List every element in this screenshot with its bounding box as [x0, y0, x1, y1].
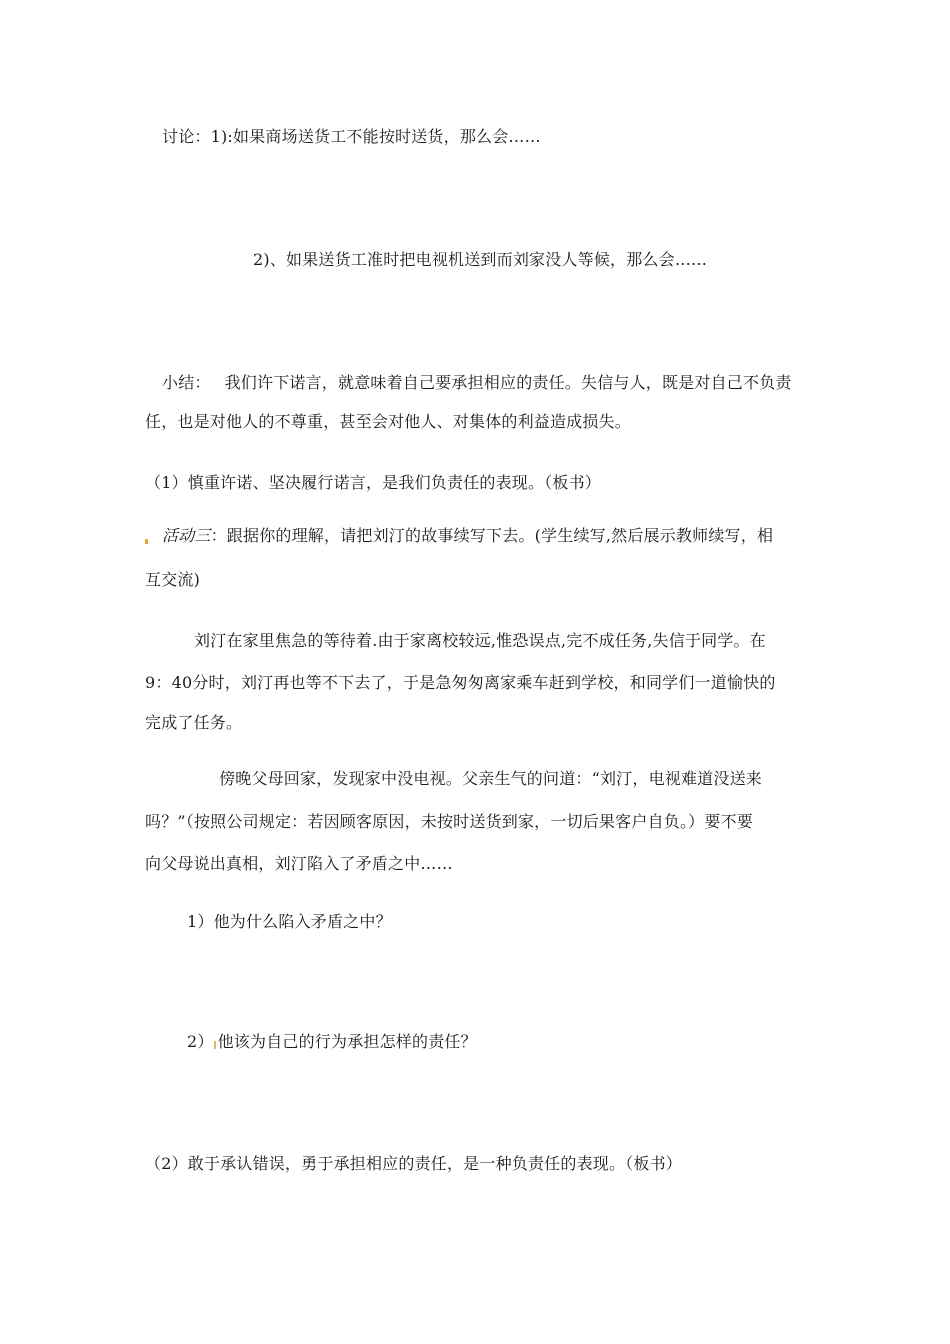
point-2-heading: （2）敢于承认错误，勇于承担相应的责任，是一种负责任的表现。（板书） — [145, 1154, 682, 1173]
activity-3-text: ：跟据你的理解，请把刘汀的故事续写下去。(学生续写,然后展示教师续写，相 — [210, 526, 774, 545]
activity-3-label: 活动三 — [162, 526, 211, 545]
story-paragraph-2-line-3: 向父母说出真相，刘汀陷入了矛盾之中…… — [145, 854, 453, 873]
discussion-question-2: 2)、如果送货工准时把电视机送到而刘家没人等候，那么会…… — [253, 250, 708, 269]
activity-3-line-2: 互交流) — [145, 570, 201, 589]
bullet-marker — [145, 539, 148, 544]
summary-line-2: 任，也是对他人的不尊重，甚至会对他人、对集体的利益造成损失。 — [145, 412, 632, 431]
point-1-heading: （1）慎重许诺、坚决履行诺言，是我们负责任的表现。（板书） — [145, 473, 601, 492]
story-paragraph-1-line-2: 9：40分时，刘汀再也等不下去了，于是急匆匆离家乘车赶到学校，和同学们一道愉快的 — [145, 673, 776, 692]
story-paragraph-1-line-3: 完成了任务。 — [145, 713, 243, 732]
story-paragraph-2-line-2: 吗？”（按照公司规定：若因顾客原因，未按时送货到家，一切后果客户自负。）要不要 — [145, 812, 753, 831]
reflection-question-2 — [187, 1032, 477, 1052]
summary-line-1 — [162, 373, 792, 393]
story-paragraph-1-line-1: 刘汀在家里焦急的等待着.由于家离校较远,惟恐误点,完不成任务,失信于同学。在 — [194, 631, 766, 650]
cursor-marker — [214, 1041, 216, 1049]
story-paragraph-2-line-1: 傍晚父母回家，发现家中没电视。父亲生气的问道：“刘汀，电视难道没送来 — [219, 769, 762, 788]
activity-3-line-1 — [162, 526, 773, 546]
reflection-question-2-number: 2） — [187, 1032, 214, 1051]
discussion-question-1: 讨论：1):如果商场送货工不能按时送货，那么会…… — [162, 127, 541, 146]
summary-label: 小结： — [162, 373, 211, 392]
summary-text-1: 我们许下诺言，就意味着自己要承担相应的责任。失信与人，既是对自己不负责 — [224, 373, 792, 392]
reflection-question-1: 1）他为什么陷入矛盾之中？ — [187, 912, 392, 931]
reflection-question-2-text: 他该为自己的行为承担怎样的责任？ — [217, 1032, 477, 1051]
